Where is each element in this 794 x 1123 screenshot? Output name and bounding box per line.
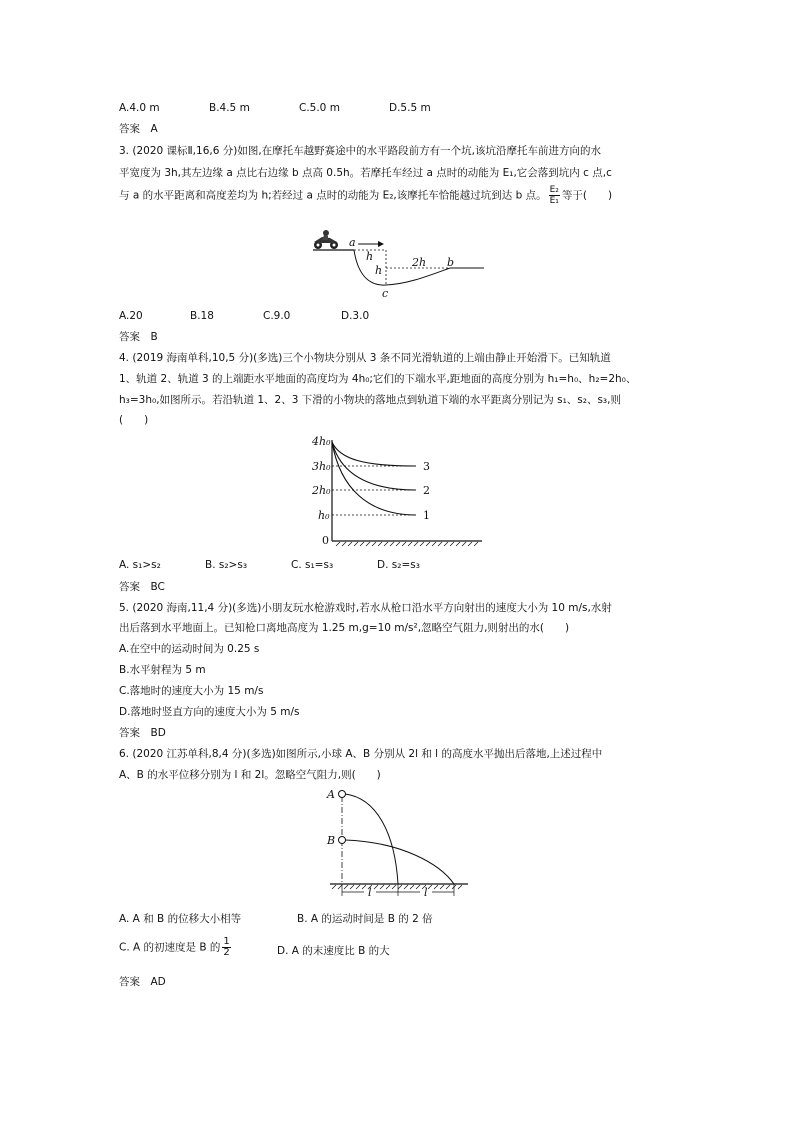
q3-label-2h: 2h: [412, 256, 427, 269]
q6-option-c-num: 1: [223, 936, 230, 947]
q6-label-b: B: [327, 834, 336, 847]
q3-stem-line2: 平宽度为 3h,其左边缘 a 点比右边缘 b 点高 0.5h。若摩托车经过 a 点时的动能为 E₁,它会落到坑内 c 点,c: [119, 167, 612, 179]
q6-stem-line1: 6. (2020 江苏单科,8,4 分)(多选)如图所示,小球 A、B 分别从 2l 和 l 的高度水平抛出后落地,上述过程中: [119, 748, 603, 760]
q5-option-a: A.在空中的运动时间为 0.25 s: [119, 643, 260, 655]
q6-option-c-den: 2: [223, 947, 230, 958]
q3-stem-line3-pre: 与 a 的水平距离和高度差均为 h;若经过 a 点时的动能为 E₂,该摩托车恰能越过坑到达 b 点。: [119, 189, 547, 202]
q3-fraction-num: E₂: [549, 185, 559, 195]
q6-label-a: A: [327, 788, 335, 801]
q4-label-h0: h₀: [318, 509, 330, 522]
q3-fraction-den: E₁: [549, 196, 559, 206]
q5-option-d: D.落地时竖直方向的速度大小为 5 m/s: [119, 706, 300, 718]
q6-label-l1: l: [368, 886, 372, 899]
q4-option-c: C. s₁=s₃: [291, 559, 334, 571]
q4-label-4h0: 4h₀: [312, 435, 331, 448]
q4-label-3h0: 3h₀: [312, 460, 331, 473]
q4-label-2h0: 2h₀: [312, 484, 331, 497]
q6-option-c: [119, 937, 233, 958]
motorcycle-icon: [314, 230, 338, 249]
q6-answer: 答案 AD: [119, 976, 166, 988]
q6-option-c-fraction: [222, 937, 230, 958]
q3-label-c: c: [382, 287, 389, 300]
q3-label-h1: h: [366, 250, 374, 263]
q6-option-b: B. A 的运动时间是 B 的 2 倍: [297, 913, 433, 925]
q6-stem-line2: A、B 的水平位移分别为 l 和 2l。忽略空气阻力,则( ): [119, 769, 381, 781]
q4-label-zero: 0: [322, 534, 329, 547]
q4-answer: 答案 BC: [119, 581, 165, 593]
q2-option-b: B.4.5 m: [209, 102, 250, 114]
q3-label-a: a: [349, 236, 356, 249]
q4-option-d: D. s₂=s₃: [377, 559, 420, 571]
q6-label-l2: l: [424, 886, 428, 899]
q3-stem-line1: 3. (2020 课标Ⅱ,16,6 分)如图,在摩托车越野赛途中的水平路段前方有一个坑,该坑沿摩托车前进方向的水: [119, 145, 602, 157]
q3-label-b: b: [447, 256, 455, 269]
q3-option-a: A.20: [119, 310, 143, 322]
q4-label-track3: 3: [423, 460, 430, 473]
q4-stem-line3: h₃=3h₀,如图所示。若沿轨道 1、2、3 下滑的小物块的落地点到轨道下端的水平距离分别记为 s₁、s₂、s₃,则: [119, 394, 621, 406]
q6-option-a: A. A 和 B 的位移大小相等: [119, 913, 242, 925]
q6-option-d: D. A 的末速度比 B 的大: [277, 945, 390, 957]
q2-option-c: C.5.0 m: [299, 102, 340, 114]
q4-option-a: A. s₁>s₂: [119, 559, 161, 571]
q5-stem-line2: 出后落到水平地面上。已知枪口离地高度为 1.25 m,g=10 m/s²,忽略空气阻力,则射出的水( ): [119, 622, 570, 634]
q3-stem-line3: [119, 185, 612, 206]
q3-option-d: D.3.0: [341, 310, 370, 322]
q5-option-c: C.落地时的速度大小为 15 m/s: [119, 685, 264, 697]
q4-label-track1: 1: [423, 509, 430, 522]
q4-option-b: B. s₂>s₃: [205, 559, 248, 571]
q3-stem-line3-post: 等于( ): [561, 189, 613, 202]
q6-figure: [322, 784, 472, 902]
q5-answer: 答案 BD: [119, 727, 166, 739]
q3-figure: [308, 228, 488, 300]
q3-label-h2: h: [375, 264, 383, 277]
q4-figure: [306, 432, 488, 550]
q6-option-c-pre: C. A 的初速度是 B 的: [119, 941, 221, 954]
q5-stem-line1: 5. (2020 海南,11,4 分)(多选)小朋友玩水枪游戏时,若水从枪口沿水平方向射出的速度大小为 10 m/s,水射: [119, 602, 612, 614]
q2-option-a: A.4.0 m: [119, 102, 160, 114]
ball-b: [339, 837, 346, 844]
q4-stem-line1: 4. (2019 海南单科,10,5 分)(多选)三个小物块分别从 3 条不同光滑轨道的上端由静止开始滑下。已知轨道: [119, 352, 611, 364]
q2-answer: 答案 A: [119, 123, 158, 135]
ball-a: [339, 791, 346, 798]
q4-stem-line2: 1、轨道 2、轨道 3 的上端距水平地面的高度均为 4h₀;它们的下端水平,距地面的高度分别为 h₁=h₀、h₂=2h₀、: [119, 373, 637, 385]
q4-label-track2: 2: [423, 484, 430, 497]
q3-fraction: [549, 185, 560, 206]
q3-option-b: B.18: [190, 310, 214, 322]
q5-option-b: B.水平射程为 5 m: [119, 664, 206, 676]
q2-option-d: D.5.5 m: [389, 102, 431, 114]
q3-answer: 答案 B: [119, 331, 158, 343]
q4-stem-line4: ( ): [119, 414, 149, 426]
q3-option-c: C.9.0: [263, 310, 291, 322]
